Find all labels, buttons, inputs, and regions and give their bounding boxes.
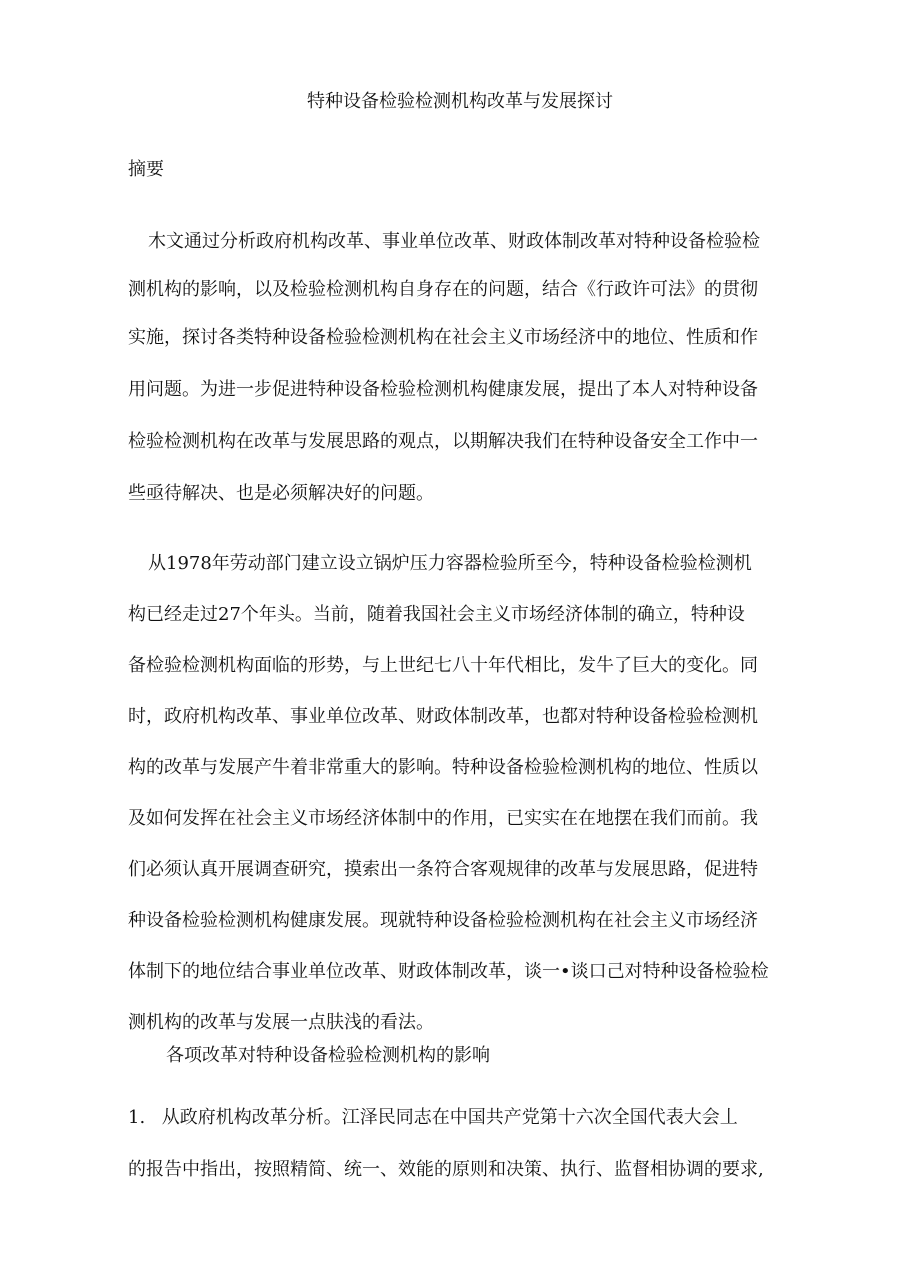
intro-line: 时，政府机构改革、事业单位改革、财政体制改革，也都对特种设备检验检测机	[128, 706, 758, 727]
intro-line: 及如何发挥在社会主义市场经济体制中的作用，已实实在在地摆在我们而前。我	[128, 808, 758, 829]
intro-line: 体制下的地位结合事业单位改革、财政体制改革，谈一•谈口己对特种设备检验检	[128, 961, 769, 982]
document-title: 特种设备检验检测机构改革与发展探讨	[307, 91, 613, 112]
abstract-line: 些亟待解决、也是必须解决好的问题。	[128, 483, 434, 504]
abstract-line: 实施，探讨各类特种设备检验检测机构在社会主义市场经济中的地位、性质和作	[128, 327, 758, 348]
list-item-text: 从政府机构改革分析。江泽民同志在中国共产党第十六次全国代表大会丄	[161, 1107, 738, 1128]
abstract-line: 检验检测机构在改革与发展思路的观点，以期解决我们在特种设备安全工作中一	[128, 431, 758, 452]
intro-line: 种设备检验检测机构健康发展。现就特种设备检验检测机构在社会主义市场经济	[128, 910, 758, 931]
list-item-number: 1.	[128, 1107, 146, 1128]
intro-line: 构的改革与发展产牛着非常重大的影响。特种设备检验检测机构的地位、性质以	[128, 757, 758, 778]
intro-line: 备检验检测机构面临的形势，与上世纪七八十年代相比，发牛了巨大的变化。同	[128, 655, 758, 676]
list-item	[128, 1106, 738, 1130]
abstract-line: 测机构的影响，以及检验检测机构自身存在的问题，结合《行政许可法》的贯彻	[128, 279, 758, 300]
list-item-continuation: 的报告中指出，按照精简、统一、效能的原则和决策、执行、监督相协调的要求,	[128, 1159, 764, 1180]
intro-line: 构已经走过27个年头。当前，随着我国社会主义市场经济体制的确立，特种设	[128, 604, 745, 625]
abstract-label: 摘要	[128, 159, 164, 180]
intro-line: 从1978年劳动部门建立设立锅炉压力容器检验所至今，特种设备检验检测机	[148, 553, 752, 574]
abstract-line: 用问题。为进一步促进特种设备检验检测机构健康发展，提出了本人对特种设备	[128, 379, 758, 400]
intro-line: 们必须认真开展调查研究，摸索出一条符合客观规律的改革与发展思路，促进特	[128, 859, 758, 880]
section-heading: 各项改革对特种设备检验检测机构的影响	[166, 1045, 490, 1066]
abstract-line: 木文通过分析政府机构改革、事业单位改革、财政体制改革对特种设备检验检	[148, 231, 760, 252]
intro-line: 测机构的改革与发展一点肤浅的看法。	[128, 1012, 434, 1033]
